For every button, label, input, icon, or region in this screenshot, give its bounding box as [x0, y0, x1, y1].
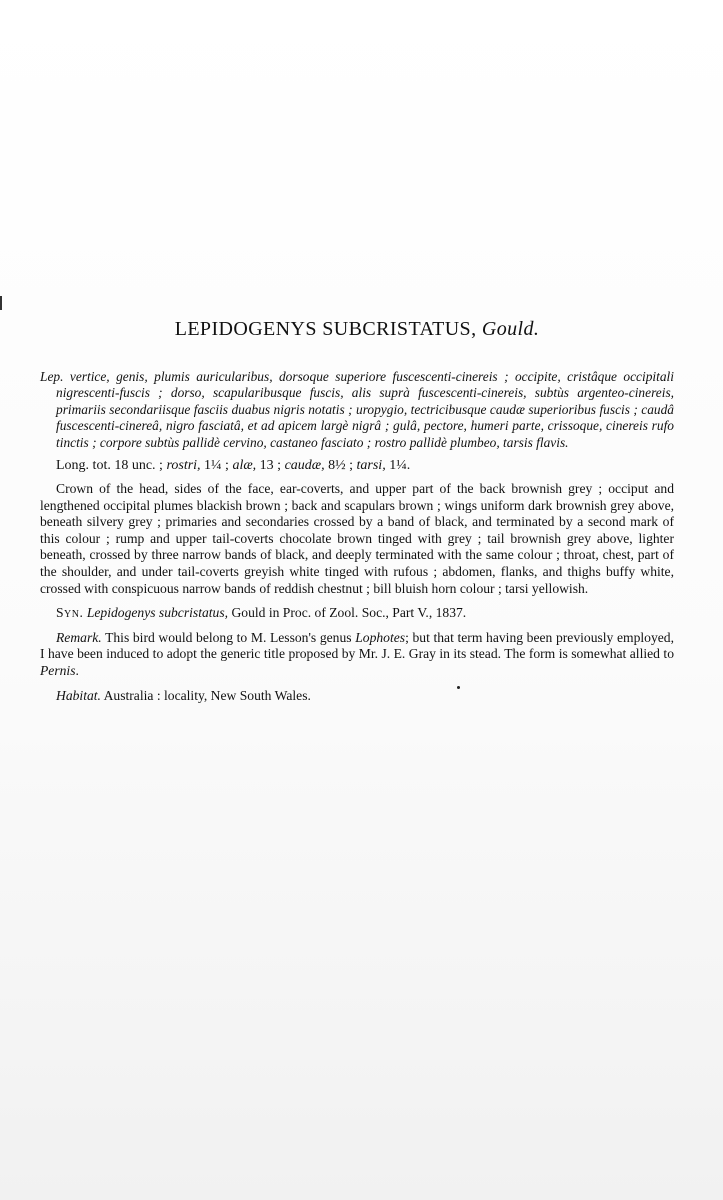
remark-genus-lophotes: Lophotes [355, 629, 406, 645]
synonym-paragraph [40, 605, 674, 622]
measure-rostri-value: 1¼ ; [204, 458, 229, 474]
habitat-paragraph [40, 688, 674, 705]
synonym-label: Syn. [56, 605, 84, 621]
species-entry [40, 318, 674, 712]
synonym-name: Lepidogenys subcristatus, [86, 605, 229, 621]
english-description: Crown of the head, sides of the face, ear-coverts, and upper part of the back brownish grey ; occiput and lengthened occipital plumes blackish brown ; back and scapulars brown ; wings uniform dark brownish grey above, beneath silvery grey ; primaries and secondaries crossed by a band of black, and terminated by a second mark of this colour ; rump and upper tail-coverts chocolate brown tinged with grey ; tail brownish grey above, lighter beneath, crossed by three narrow bands of black, and deeply terminated with the same colour ; throat, chest, part of the shoulder, and under tail-coverts greyish white tinged with rufous ; abdomen, flanks, and thighs buffy white, crossed with conspicuous narrow bands of reddish chestnut ; bill bluish horn colour ; tarsi yellowish. [40, 481, 674, 596]
remark-text-1: This bird would belong to M. Lesson's genus [105, 629, 352, 645]
measure-caudae-label: caudæ, [284, 458, 325, 474]
remark-paragraph [40, 630, 674, 680]
species-author: Gould. [481, 318, 540, 340]
remark-label: Remark. [56, 629, 102, 645]
species-name: LEPIDOGENYS SUBCRISTATUS, [174, 318, 477, 340]
measure-caudae-value: 8½ ; [328, 458, 354, 474]
species-title [40, 318, 674, 341]
ink-speck [457, 686, 460, 689]
measure-rostri-label: rostri, [166, 458, 201, 474]
measure-tarsi-value: 1¼. [389, 458, 411, 474]
measure-alae-value: 13 ; [259, 458, 282, 474]
habitat-label: Habitat. [56, 687, 101, 703]
measure-tarsi-label: tarsi, [356, 458, 386, 474]
page-edge-mark [0, 296, 2, 310]
measure-total: Long. tot. 18 unc. ; [56, 458, 163, 474]
latin-description: Lep. vertice, genis, plumis auricularibus, dorsoque superiore fuscescenti-cinereis ; occipite, cristâque occipitali nigrescenti-fuscis ; dorso, scapularibusque fuscis, alis suprà fuscescenti-cinereis, subtùs argenteo-cinereis, primariis secondariisque fasciis duabus nigris notatis ; uropygio, tectricibusque caudæ superioribus fuscis ; caudâ fuscescenti-cinereâ, nigro fasciatâ, et ad apicem largè nigrâ ; gulâ, pectore, humeri parte, crissoque, cinereis rufo tinctis ; corpore subtùs pallidè cervino, castaneo fasciato ; rostro pallidè plumbeo, tarsis flavis. [40, 369, 674, 450]
habitat-text: Australia : locality, New South Wales. [103, 687, 311, 703]
measurements [56, 457, 674, 475]
remark-text-2: ; but that term having been previously employed, I have been induced to adopt the generic title proposed by Mr. J. E. Gray in its stead. The form is somewhat allied to [40, 629, 674, 662]
remark-genus-pernis: Pernis [40, 662, 76, 678]
remark-text-3: . [75, 662, 79, 678]
synonym-reference: Gould in Proc. of Zool. Soc., Part V., 1837. [231, 605, 467, 621]
measure-alae-label: alæ, [232, 458, 257, 474]
